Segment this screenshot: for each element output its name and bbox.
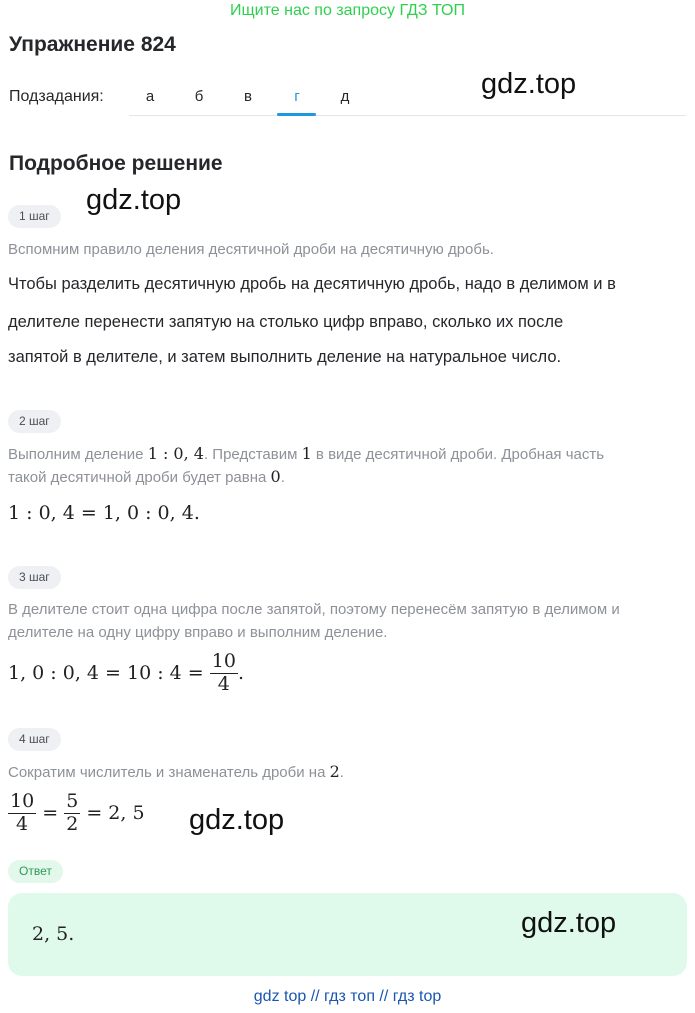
tab-g[interactable]: г [294,88,300,105]
step-1-text-line-3: запятой в делителе, и затем выполнить деление на натуральное число. [8,348,562,366]
tabs-divider [129,115,686,116]
step-1-hint: Вспомним правило деления десятичной дроби на десятичную дробь. [8,241,494,258]
tab-a[interactable]: а [145,88,155,105]
footer-links[interactable]: gdz top // гдз топ // гдз top [253,988,442,1005]
active-tab-indicator [277,113,316,116]
step-1-text-line-1: Чтобы разделить десятичную дробь на десятичную дробь, надо в делимом и в [8,275,616,293]
watermark: gdz.top [86,184,182,216]
step-3-fraction: $\frac{10}{4}$ [211,649,236,695]
tab-b[interactable]: б [194,88,204,105]
step-2-hint-line-2: такой десятичной дроби будет равна 0. [8,467,285,486]
step-4-badge: 4 шаг [8,728,61,751]
step-2-formula: 1 : 0, 4 = 1, 0 : 0, 4. [8,502,200,524]
step-3-badge: 3 шаг [8,566,61,589]
tab-v[interactable]: в [244,88,252,105]
search-banner: Ищите нас по запросу ГДЗ ТОП [230,2,465,19]
step-4-hint: Сократим числитель и знаменатель дроби на 2. [8,762,344,781]
step-3-hint-line-2: делителе на одну цифру вправо и выполним деление. [8,624,388,641]
step-3-hint-line-1: В делителе стоит одна цифра после запятой, поэтому перенесём запятую в делимом и [8,601,620,618]
step-1-text-line-2: делителе перенести запятую на столько цифр вправо, сколько их после [8,313,564,331]
step-2-badge: 2 шаг [8,410,61,433]
watermark: gdz.top [481,68,577,100]
watermark: gdz.top [189,804,285,836]
step-4-formula: $\frac{10}{4}$ = $\frac{5}{2}$ = 2, 5 [10,789,145,835]
page-title: Упражнение 824 [9,33,176,56]
answer-badge: Ответ [8,860,63,883]
tab-d[interactable]: д [340,88,350,105]
subtasks-label: Подзадания: [9,88,104,105]
step-1-badge: 1 шаг [8,205,61,228]
step-3-formula: 1, 0 : 0, 4 = 10 : 4 = $\frac{10}{4}$ . [8,649,244,695]
solution-title: Подробное решение [9,152,223,175]
step-4-fraction-2: $\frac{5}{2}$ [66,789,79,835]
answer-value: 2, 5. [32,923,75,945]
step-2-hint-line-1: Выполним деление 1 : 0, 4. Представим 1 в виде десятичной дроби. Дробная часть [8,444,605,463]
watermark: gdz.top [521,907,617,939]
step-4-fraction-1: $\frac{10}{4}$ [10,789,35,835]
